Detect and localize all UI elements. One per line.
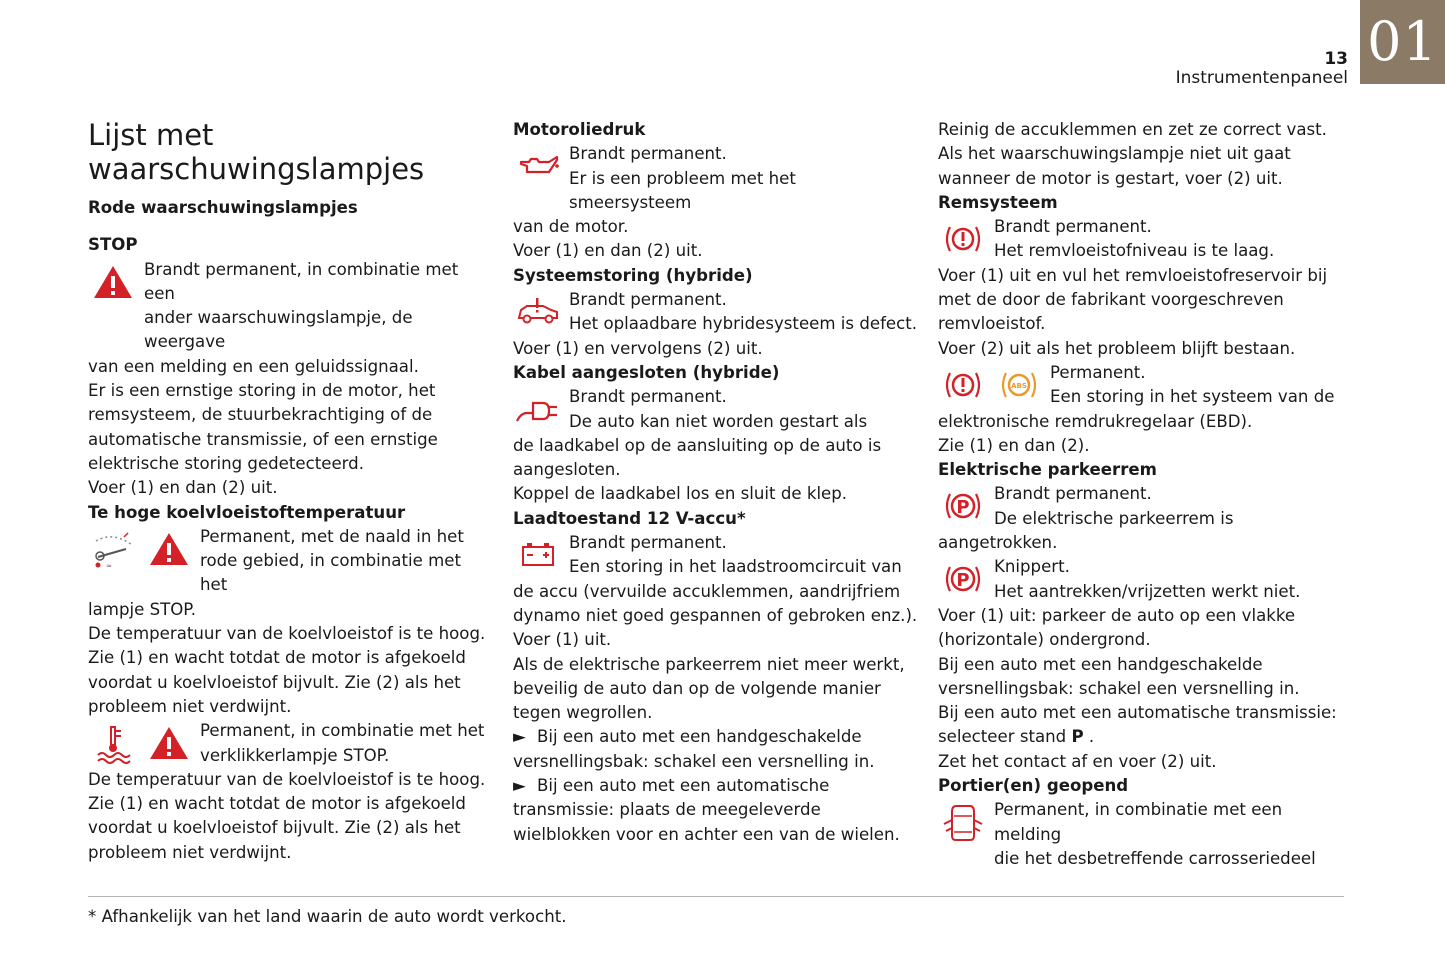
coolant-entry-a <box>88 525 493 598</box>
coolant-b-body2: Zie (1) en wacht totdat de motor is afgekoeld voordat u koelvloeistof bijvult. Zie (2) als het probleem niet verdwijnt. <box>88 794 466 862</box>
parking-brake-icon <box>938 484 988 528</box>
coolant-a-body3: Zie (1) en wacht totdat de motor is afgekoeld voordat u koelvloeistof bijvult. Zie (2) als het probleem niet verdwijnt. <box>88 648 466 716</box>
parking-b-body3-post: . <box>1083 727 1095 747</box>
battery-icon <box>513 533 563 577</box>
cable-line1: Brandt permanent. <box>569 387 727 407</box>
ebd-body: elektronische remdrukregelaar (EBD). <box>938 411 1253 431</box>
door-line2: die het desbetreffende carrosseriedeel <box>994 848 1316 868</box>
parking-b-body: Voer (1) uit: parkeer de auto op een vlakke (horizontale) ondergrond. <box>938 605 1296 650</box>
brake-line2: Het remvloeistofniveau is te laag. <box>994 241 1275 261</box>
oil-can-icon <box>513 144 563 188</box>
stop-heading: STOP <box>88 235 138 255</box>
parking-brake-icon <box>938 557 988 601</box>
stop-entry <box>88 258 493 355</box>
oil-body: van de motor. <box>513 217 629 237</box>
battery-entry <box>513 531 918 580</box>
bullet-arrow-icon: ► <box>513 727 526 747</box>
hybrid-body: Voer (1) en vervolgens (2) uit. <box>513 338 763 358</box>
stop-warning-triangle-icon <box>88 260 138 304</box>
column-3 <box>938 118 1343 871</box>
door-line1: Permanent, in combinatie met een melding <box>994 800 1283 844</box>
oil-line1: Brandt permanent. <box>569 144 727 164</box>
coolant-heading: Te hoge koelvloeistoftemperatuur <box>88 502 406 522</box>
chapter-tab: 01 <box>1360 0 1445 84</box>
door-entry <box>938 798 1343 871</box>
parking-b-body2: Bij een auto met een handgeschakelde versnellingsbak: schakel een versnelling in. <box>938 654 1300 698</box>
brake-line1: Brandt permanent. <box>994 217 1152 237</box>
parking-entry <box>938 482 1343 531</box>
battery-body: de accu (vervuilde accuklemmen, aandrijfriem dynamo niet goed gespannen of gebroken enz.). <box>513 581 918 625</box>
ebd-line1: Permanent. <box>1050 362 1146 382</box>
abs-label: ABS <box>1011 381 1027 390</box>
hybrid-entry <box>513 288 918 337</box>
ebd-body2: Zie (1) en dan (2). <box>938 435 1090 455</box>
battery-heading: Laadtoestand 12 V-accu* <box>513 508 746 528</box>
stop-body: van een melding en een geluidssignaal. <box>88 356 419 376</box>
stop-warning-triangle-icon <box>144 527 194 571</box>
p-label: P <box>956 570 970 592</box>
battery-line2: Een storing in het laadstroomcircuit van <box>569 557 902 577</box>
coolant-a-line1: Permanent, met de naald in het <box>200 526 464 546</box>
coolant-a-line2: rode gebied, in combinatie met het <box>200 551 461 595</box>
abs-icon <box>994 363 1044 407</box>
column-2 <box>513 118 918 847</box>
stop-body2: Er is een ernstige storing in de motor, het remsysteem, de stuurbekrachtiging of de automatische transmissie, of een ernstige elektrische storing gedetecteerd. <box>88 381 438 473</box>
coolant-b-line2: verklikkerlampje STOP. <box>200 745 390 765</box>
oil-line2: Er is een probleem met het smeersysteem <box>569 168 796 212</box>
column-1 <box>88 118 493 865</box>
parking-b-body4: Zet het contact af en voer (2) uit. <box>938 751 1217 771</box>
coolant-entry-b <box>88 719 493 768</box>
oil-body2: Voer (1) en dan (2) uit. <box>513 241 703 261</box>
coolant-a-body: lampje STOP. <box>88 599 196 619</box>
stop-body3: Voer (1) en dan (2) uit. <box>88 478 278 498</box>
cable-entry <box>513 385 918 434</box>
brake-heading: Remsysteem <box>938 192 1058 212</box>
battery-intro: Reinig de accuklemmen en zet ze correct vast. Als het waarschuwingslampje niet uit gaat wanneer de motor is gestart, voer (2) uit. <box>938 120 1327 188</box>
parking-b-line1: Knippert. <box>994 557 1070 577</box>
battery-body3: Als de elektrische parkeerrem niet meer werkt, beveilig de auto dan op de volgende manier tegen wegrollen. <box>513 654 905 723</box>
page-title: Lijst met waarschuwingslampjes <box>88 118 425 186</box>
parking-b-body3-pre: Bij een auto met een automatische transmissie: selecteer stand <box>938 703 1337 747</box>
parking-body: aangetrokken. <box>938 533 1058 553</box>
coolant-a-body2: De temperatuur van de koelvloeistof is te hoog. <box>88 624 486 644</box>
parking-line2: De elektrische parkeerrem is <box>994 508 1234 528</box>
parking-line1: Brandt permanent. <box>994 484 1152 504</box>
hybrid-heading: Systeemstoring (hybride) <box>513 265 753 285</box>
coolant-b-body: De temperatuur van de koelvloeistof is te hoog. <box>88 769 486 789</box>
bullet-text-1: Bij een auto met een handgeschakelde versnellingsbak: schakel een versnelling in. <box>513 727 875 771</box>
hybrid-line1: Brandt permanent. <box>569 290 727 310</box>
oil-heading: Motoroliedruk <box>513 120 646 139</box>
cable-body2: Koppel de laadkabel los en sluit de klep. <box>513 484 848 504</box>
cable-heading: Kabel aangesloten (hybride) <box>513 362 780 382</box>
brake-body: Voer (1) uit en vul het remvloeistofreservoir bij met de door de fabrikant voorgeschreven remvloeistof. <box>938 265 1328 334</box>
gear-p-label: P <box>1071 727 1084 747</box>
temperature-gauge-icon <box>88 527 138 571</box>
car-fault-icon <box>513 290 563 334</box>
door-heading: Portier(en) geopend <box>938 776 1129 796</box>
bullet-arrow-icon: ► <box>513 776 526 796</box>
oil-entry <box>513 142 918 215</box>
bullet-text-2: Bij een auto met een automatische transmissie: plaats de meegeleverde wielblokken voor en achter een van de wielen. <box>513 776 900 844</box>
ebd-line2: Een storing in het systeem van de <box>1050 387 1335 407</box>
parking-b-line2: Het aantrekken/vrijzetten werkt niet. <box>994 581 1301 601</box>
stop-line2: ander waarschuwingslampje, de weergave <box>144 308 413 352</box>
coolant-b-line1: Permanent, in combinatie met het <box>200 721 485 741</box>
bullet-item-1 <box>513 725 918 774</box>
ebd-entry <box>938 361 1343 410</box>
cable-body: de laadkabel op de aansluiting op de auto is aangesloten. <box>513 435 882 480</box>
p-label: P <box>956 497 970 519</box>
brake-warning-icon <box>938 217 988 261</box>
subtitle-red-lamps: Rode waarschuwingslampjes <box>88 198 358 217</box>
coolant-temperature-icon <box>88 721 138 765</box>
brake-entry <box>938 215 1343 264</box>
footnote: * Afhankelijk van het land waarin de auto wordt verkocht. <box>88 907 567 926</box>
battery-body2: Voer (1) uit. <box>513 630 612 650</box>
door-open-icon <box>938 800 988 844</box>
stop-warning-triangle-icon <box>144 721 194 765</box>
battery-line1: Brandt permanent. <box>569 533 727 553</box>
brake-warning-icon <box>938 363 988 407</box>
parking-heading: Elektrische parkeerrem <box>938 460 1157 480</box>
stop-line1: Brandt permanent, in combinatie met een <box>144 259 459 303</box>
svg-text:≈: ≈ <box>106 561 112 570</box>
footer-divider <box>88 896 1344 897</box>
page-number: 13 <box>1324 49 1348 69</box>
cable-line2: De auto kan niet worden gestart als <box>569 411 868 431</box>
bullet-item-2 <box>513 774 918 847</box>
charging-plug-icon <box>513 387 563 431</box>
hybrid-line2: Het oplaadbare hybridesysteem is defect. <box>569 314 918 334</box>
brake-body2: Voer (2) uit als het probleem blijft bestaan. <box>938 338 1296 358</box>
parking-b-body3 <box>938 701 1343 750</box>
section-name: Instrumentenpaneel <box>1175 68 1348 88</box>
parking-entry-b <box>938 555 1343 604</box>
